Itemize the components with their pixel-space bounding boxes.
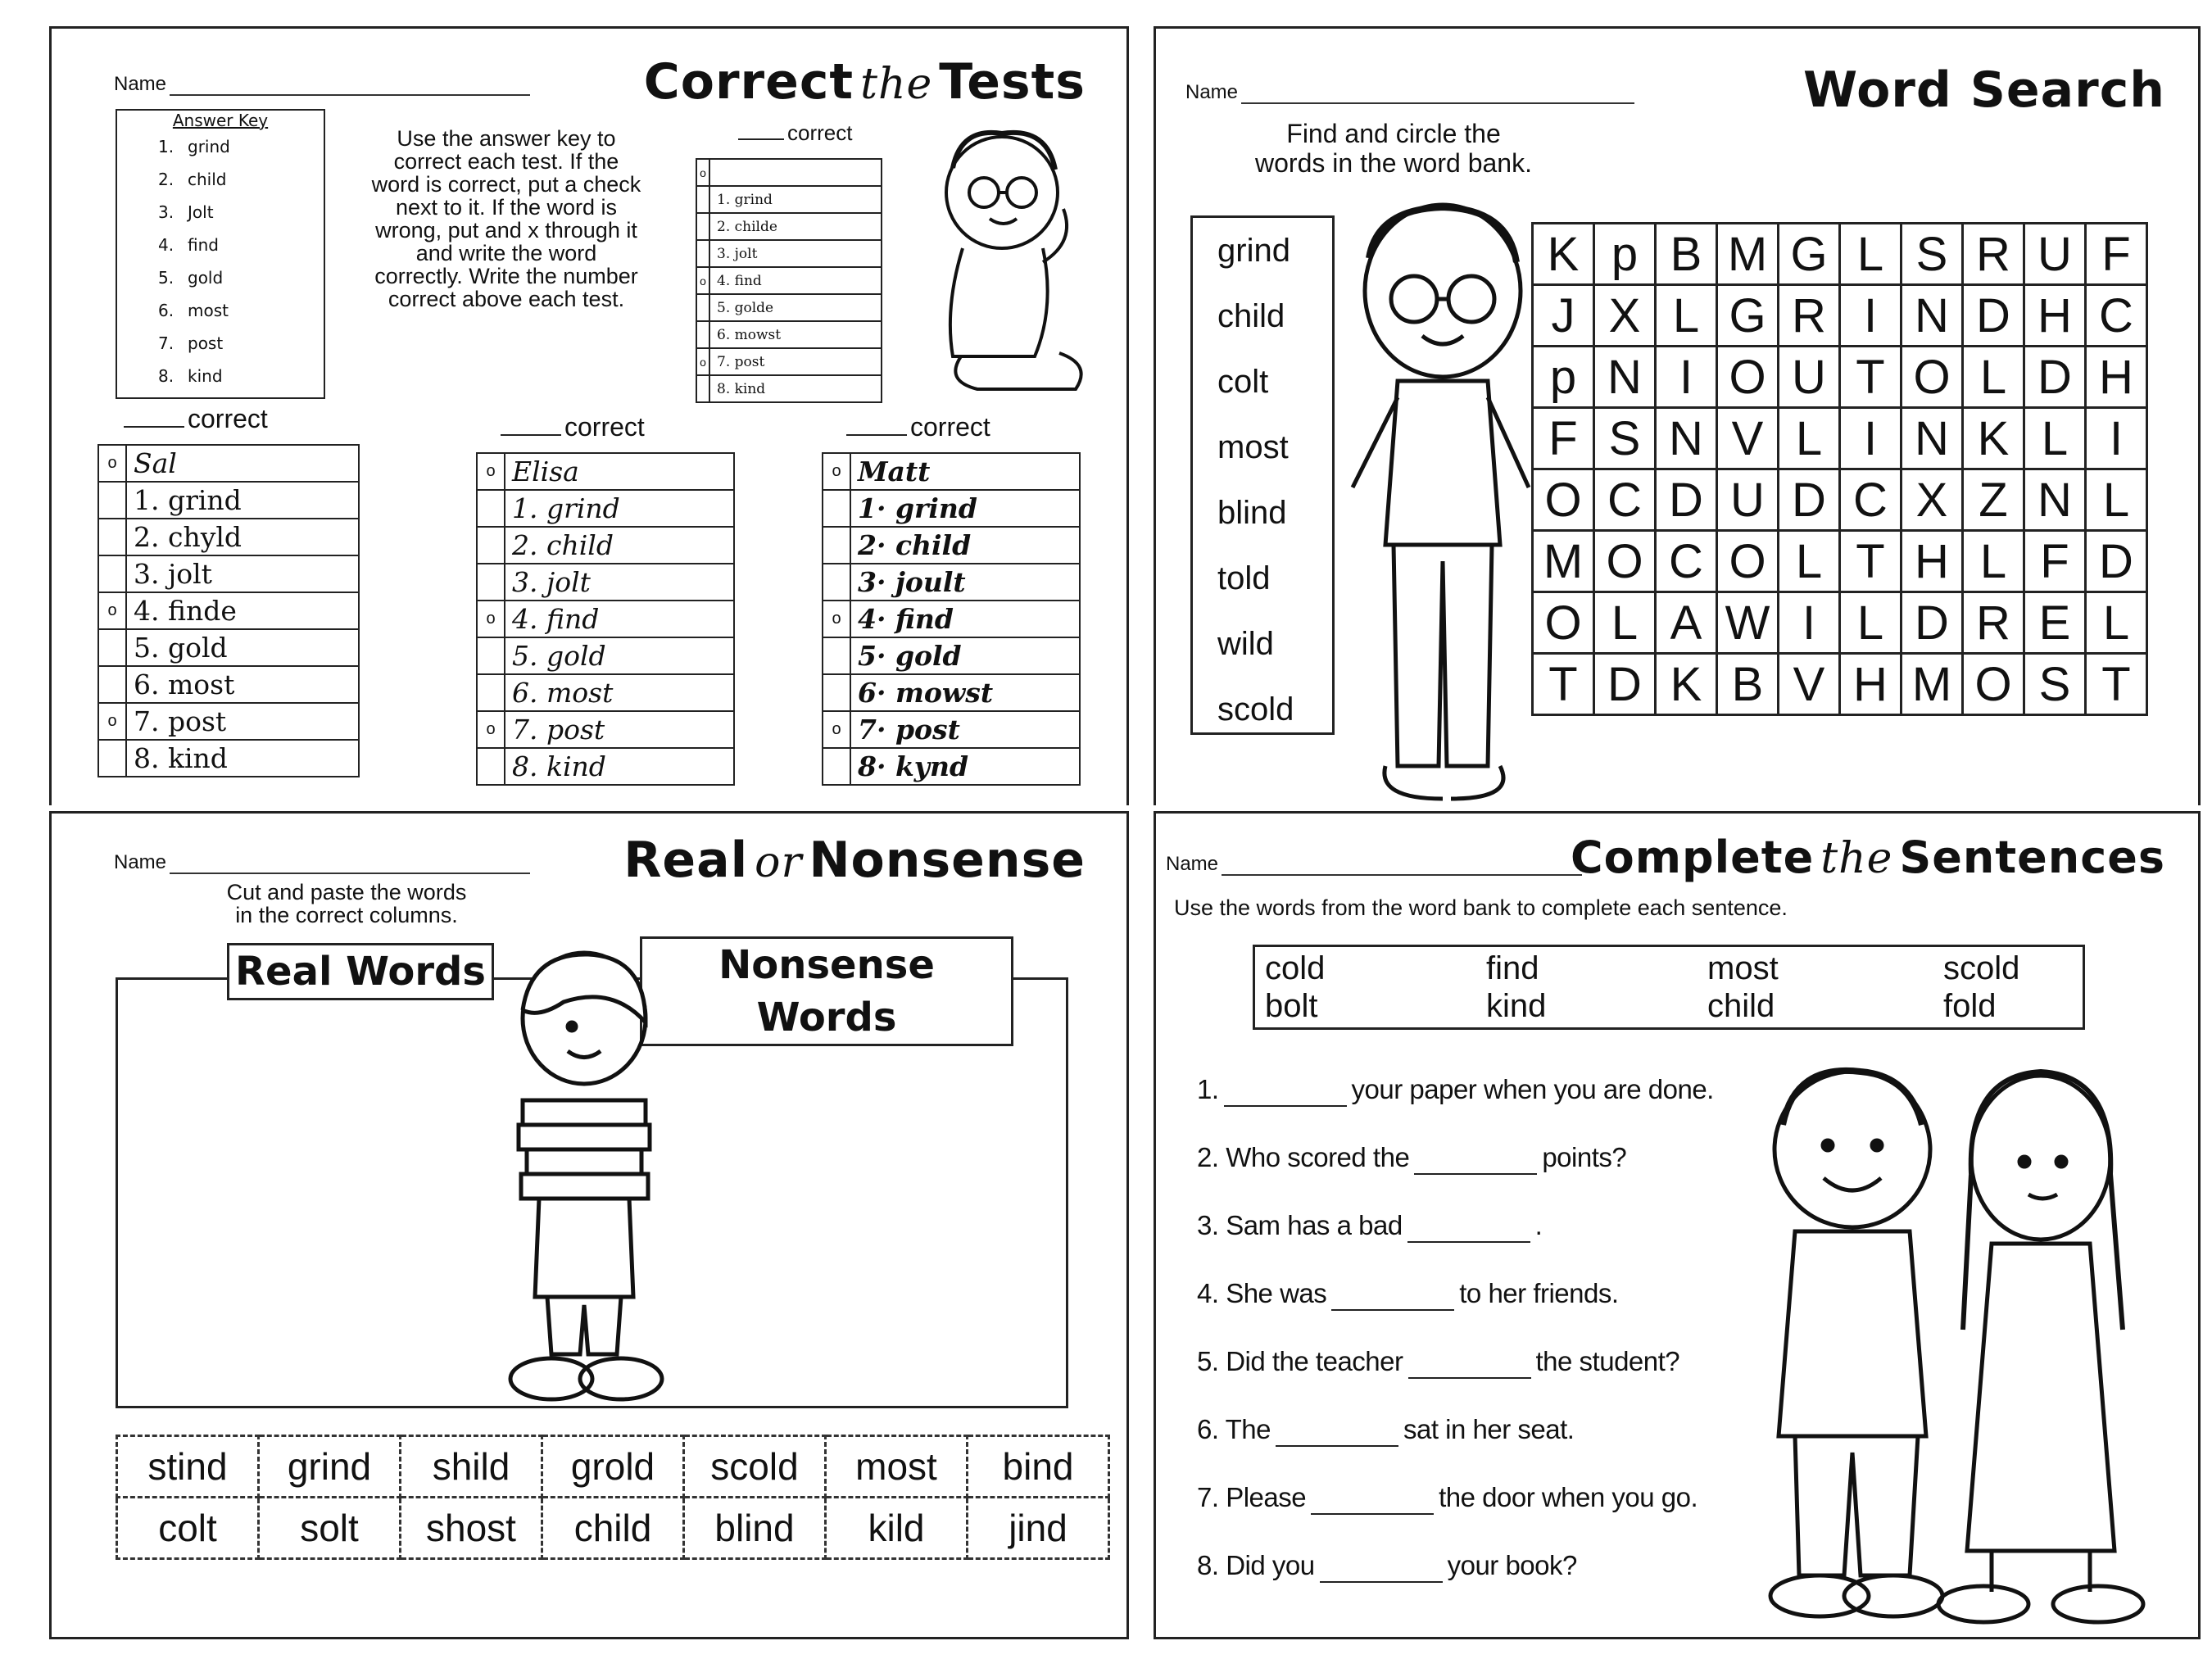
sentence-text: 1. xyxy=(1197,1074,1219,1104)
sentence-text: the door when you go. xyxy=(1439,1482,1698,1512)
word-bank-item: most xyxy=(1217,429,1289,465)
cut-row xyxy=(117,1498,1109,1559)
grid-letter[interactable]: O xyxy=(1594,531,1656,592)
name-field[interactable] xyxy=(114,851,530,874)
cut-word[interactable]: grind xyxy=(259,1436,401,1498)
grid-letter[interactable]: C xyxy=(1594,469,1656,531)
answer-blank[interactable] xyxy=(1311,1482,1434,1515)
answer-key-item: 6. most xyxy=(158,301,229,320)
word-bank-item: scold xyxy=(1943,950,2020,986)
grid-letter[interactable]: H xyxy=(1840,654,1902,715)
grid-letter[interactable]: I xyxy=(1840,285,1902,347)
panel-real-or-nonsense xyxy=(49,811,1129,1639)
name-label: Name xyxy=(114,851,167,873)
sentence xyxy=(1197,1550,1714,1618)
grid-letter[interactable]: M xyxy=(1533,531,1594,592)
sentence-text: your paper when you are done. xyxy=(1351,1074,1714,1104)
sentence xyxy=(1197,1278,1714,1346)
grid-row xyxy=(1533,408,2147,469)
sentence xyxy=(1197,1414,1714,1482)
cut-word[interactable]: blind xyxy=(684,1498,826,1559)
cut-row xyxy=(117,1436,1109,1498)
cut-word[interactable]: stind xyxy=(117,1436,259,1498)
grid-letter[interactable]: A xyxy=(1656,592,1717,654)
grid-letter[interactable]: L xyxy=(1963,531,2024,592)
grid-letter[interactable]: D xyxy=(1594,654,1656,715)
grid-letter[interactable]: L xyxy=(2086,469,2147,531)
word-bank-item: told xyxy=(1217,560,1271,596)
grid-letter[interactable]: S xyxy=(2024,654,2086,715)
grid-letter[interactable]: O xyxy=(1963,654,2024,715)
cut-word[interactable]: scold xyxy=(684,1436,826,1498)
instructions: Find and circle the words in the word bank. xyxy=(1255,119,1532,178)
answer-key xyxy=(116,109,325,399)
grid-letter[interactable]: O xyxy=(1717,347,1779,408)
grid-letter[interactable]: L xyxy=(1840,224,1902,285)
grid-letter[interactable]: H xyxy=(1902,531,1963,592)
name-field[interactable] xyxy=(1166,853,1582,876)
sentence-text: to her friends. xyxy=(1459,1278,1619,1308)
nonsense-words-header: Nonsense Words xyxy=(640,936,1013,1046)
small-test-table: o 1. grind 2. childe 3. jolt o 4. find 5. golde 6. mowst o 7. post 8. kind xyxy=(696,158,882,403)
instructions: Cut and paste the words in the correct columns. xyxy=(226,880,467,927)
grid-letter[interactable]: K xyxy=(1963,408,2024,469)
grid-letter[interactable]: B xyxy=(1717,654,1779,715)
sentence-text: 4. She was xyxy=(1197,1278,1327,1308)
word-bank-item: most xyxy=(1707,950,1779,986)
cut-word[interactable]: most xyxy=(826,1436,968,1498)
cut-word[interactable]: child xyxy=(542,1498,684,1559)
grid-letter[interactable]: D xyxy=(1902,592,1963,654)
answer-blank[interactable] xyxy=(1408,1346,1531,1379)
word-bank-item: cold xyxy=(1265,950,1326,986)
grid-letter[interactable]: H xyxy=(2024,285,2086,347)
test-sal: o Sal 1. grind 2. chyld 3. jolt o 4. finde 5. gold 6. most o 7. post 8. kind xyxy=(97,444,360,777)
grid-letter[interactable]: I xyxy=(1656,347,1717,408)
grid-letter[interactable]: L xyxy=(1656,285,1717,347)
sentence-text: your book? xyxy=(1447,1550,1577,1580)
word-bank-item: colt xyxy=(1217,364,1269,400)
grid-letter[interactable]: L xyxy=(2086,592,2147,654)
word-bank-item: child xyxy=(1217,298,1285,334)
sentence-list xyxy=(1197,1074,1714,1618)
page-title: Complete the Sentences xyxy=(1570,832,2165,883)
answer-key-title: Answer Key xyxy=(172,111,269,130)
name-label: Name xyxy=(1166,853,1219,875)
real-words-header: Real Words xyxy=(227,943,494,1000)
grid-letter[interactable]: p xyxy=(1533,347,1594,408)
grid-row xyxy=(1533,469,2147,531)
word-bank-item: scold xyxy=(1217,691,1294,728)
grid-letter[interactable]: S xyxy=(1594,408,1656,469)
grid-letter[interactable]: K xyxy=(1656,654,1717,715)
answer-blank[interactable] xyxy=(1320,1550,1443,1583)
grid-letter[interactable]: V xyxy=(1779,654,1840,715)
answer-blank[interactable] xyxy=(1224,1074,1347,1107)
grid-letter[interactable]: R xyxy=(1963,592,2024,654)
grid-letter[interactable]: C xyxy=(2086,285,2147,347)
grid-letter[interactable]: T xyxy=(2086,654,2147,715)
cut-word[interactable]: grold xyxy=(542,1436,684,1498)
grid-letter[interactable]: N xyxy=(1902,285,1963,347)
grid-letter[interactable]: L xyxy=(1779,408,1840,469)
cut-word[interactable]: bind xyxy=(968,1436,1109,1498)
sentence xyxy=(1197,1346,1714,1414)
grid-letter[interactable]: D xyxy=(1779,469,1840,531)
grid-row xyxy=(1533,592,2147,654)
sentence-text: 3. Sam has a bad xyxy=(1197,1210,1403,1240)
score-line: correct xyxy=(846,412,990,442)
grid-letter[interactable]: L xyxy=(1840,592,1902,654)
grid-letter[interactable]: T xyxy=(1840,347,1902,408)
cut-word[interactable]: colt xyxy=(117,1498,259,1559)
word-bank-item: wild xyxy=(1217,626,1274,662)
answer-key-item: 2. child xyxy=(158,170,227,189)
panel-correct-the-tests xyxy=(49,26,1129,805)
sentence xyxy=(1197,1142,1714,1210)
grid-letter[interactable]: C xyxy=(1840,469,1902,531)
panel-word-search xyxy=(1154,26,2201,805)
grid-letter[interactable]: B xyxy=(1656,224,1717,285)
word-bank-item: blind xyxy=(1217,495,1287,531)
test-matt: o Matt 1· grind 2· child 3· joult o 4· find 5· gold 6· mowst o 7· post 8· kynd xyxy=(822,452,1081,786)
answer-blank[interactable] xyxy=(1331,1278,1454,1311)
word-bank-item: kind xyxy=(1486,988,1547,1024)
grid-letter[interactable]: M xyxy=(1717,224,1779,285)
name-label: Name xyxy=(1185,81,1239,103)
grid-letter[interactable]: F xyxy=(1533,408,1594,469)
cut-word[interactable]: solt xyxy=(259,1498,401,1559)
sentence xyxy=(1197,1482,1714,1550)
sentence xyxy=(1197,1074,1714,1142)
sentence-text: 7. Please xyxy=(1197,1482,1307,1512)
word-bank xyxy=(1190,215,1335,735)
grid-letter[interactable]: I xyxy=(1779,592,1840,654)
grid-letter[interactable]: Z xyxy=(1963,469,2024,531)
word-bank-item: child xyxy=(1707,988,1775,1024)
grid-letter[interactable]: T xyxy=(1840,531,1902,592)
grid-letter[interactable]: D xyxy=(1963,285,2024,347)
sentence-text: 6. The xyxy=(1197,1414,1271,1444)
instructions: Use the words from the word bank to complete each sentence. xyxy=(1174,895,1788,920)
grid-row xyxy=(1533,347,2147,408)
boy-with-glasses-illustration xyxy=(912,119,1100,406)
grid-letter[interactable]: I xyxy=(2086,408,2147,469)
grid-letter[interactable]: M xyxy=(1902,654,1963,715)
grid-letter[interactable]: K xyxy=(1533,224,1594,285)
grid-letter[interactable]: N xyxy=(2024,469,2086,531)
grid-letter[interactable]: D xyxy=(2024,347,2086,408)
page-title: Real or Nonsense xyxy=(623,832,1086,889)
grid-letter[interactable]: F xyxy=(2024,531,2086,592)
sentence-text: 5. Did the teacher xyxy=(1197,1346,1403,1376)
grid-letter[interactable]: I xyxy=(1840,408,1902,469)
word-bank-item: fold xyxy=(1943,988,1997,1024)
boy-holding-books-illustration xyxy=(490,945,678,1412)
cut-word[interactable]: shild xyxy=(401,1436,542,1498)
test-elisa: o Elisa 1. grind 2. child 3. jolt o 4. find 5. gold 6. most o 7. post 8. kind xyxy=(476,452,735,786)
grid-letter[interactable]: H xyxy=(2086,347,2147,408)
score-line: correct xyxy=(501,412,645,442)
sentence-text: . xyxy=(1534,1210,1543,1240)
answer-key-item: 1. grind xyxy=(158,137,230,156)
grid-letter[interactable]: R xyxy=(1963,224,2024,285)
answer-key-item: 4. find xyxy=(158,235,219,255)
grid-letter[interactable]: V xyxy=(1717,408,1779,469)
grid-letter[interactable]: G xyxy=(1717,285,1779,347)
grid-letter[interactable]: O xyxy=(1533,469,1594,531)
answer-key-item: 3. Jolt xyxy=(158,202,214,222)
grid-letter[interactable]: L xyxy=(1594,592,1656,654)
cut-word[interactable]: jind xyxy=(968,1498,1109,1559)
grid-row xyxy=(1533,654,2147,715)
grid-letter[interactable]: C xyxy=(1656,531,1717,592)
name-label: Name xyxy=(114,73,167,95)
score-line: correct xyxy=(124,404,268,434)
sentence-text: 8. Did you xyxy=(1197,1550,1315,1580)
grid-letter[interactable]: E xyxy=(2024,592,2086,654)
instructions: Use the answer key to correct each test. If the word is correct, put a check next to it. If the word is wrong, put and x through it and write the word correctly. Write the number correct above each test. xyxy=(371,126,641,311)
grid-letter[interactable]: D xyxy=(2086,531,2147,592)
grid-letter[interactable]: O xyxy=(1717,531,1779,592)
grid-letter[interactable]: S xyxy=(1902,224,1963,285)
grid-letter[interactable]: D xyxy=(1656,469,1717,531)
grid-letter[interactable]: L xyxy=(1963,347,2024,408)
answer-blank[interactable] xyxy=(1414,1142,1537,1175)
sentence-text: points? xyxy=(1542,1142,1627,1172)
sentence-text: the student? xyxy=(1535,1346,1680,1376)
word-bank xyxy=(1253,945,2085,1030)
answer-key-item: 8. kind xyxy=(158,366,223,386)
page-title: Word Search xyxy=(1803,61,2165,119)
cut-word[interactable]: shost xyxy=(401,1498,542,1559)
grid-letter[interactable]: U xyxy=(1717,469,1779,531)
grid-letter[interactable]: L xyxy=(1779,531,1840,592)
answer-blank[interactable] xyxy=(1276,1414,1398,1447)
answer-key-item: 7. post xyxy=(158,333,224,353)
grid-letter[interactable]: O xyxy=(1902,347,1963,408)
boy-standing-illustration xyxy=(1320,193,1566,805)
name-field[interactable] xyxy=(1185,81,1634,104)
two-kids-illustration xyxy=(1746,1059,2155,1625)
grid-letter[interactable]: N xyxy=(1656,408,1717,469)
name-field[interactable] xyxy=(114,73,530,96)
score-line: correct xyxy=(738,120,852,146)
grid-letter[interactable]: F xyxy=(2086,224,2147,285)
grid-row xyxy=(1533,224,2147,285)
cut-word[interactable]: kild xyxy=(826,1498,968,1559)
panel-complete-the-sentences xyxy=(1154,811,2201,1639)
grid-letter[interactable]: W xyxy=(1717,592,1779,654)
grid-letter[interactable]: J xyxy=(1533,285,1594,347)
grid-letter[interactable]: U xyxy=(2024,224,2086,285)
grid-letter[interactable]: T xyxy=(1533,654,1594,715)
word-bank-item: grind xyxy=(1217,233,1290,269)
grid-letter[interactable]: N xyxy=(1902,408,1963,469)
grid-letter[interactable]: p xyxy=(1594,224,1656,285)
grid-letter[interactable]: X xyxy=(1594,285,1656,347)
word-search-grid xyxy=(1531,222,2148,716)
grid-letter[interactable]: N xyxy=(1594,347,1656,408)
grid-letter[interactable]: O xyxy=(1533,592,1594,654)
word-bank-item: bolt xyxy=(1265,988,1318,1024)
answer-blank[interactable] xyxy=(1407,1210,1530,1243)
grid-letter[interactable]: X xyxy=(1902,469,1963,531)
grid-letter[interactable]: L xyxy=(2024,408,2086,469)
sentence xyxy=(1197,1210,1714,1278)
cut-words xyxy=(116,1435,1110,1560)
grid-row xyxy=(1533,285,2147,347)
word-bank-item: find xyxy=(1486,950,1539,986)
grid-row xyxy=(1533,531,2147,592)
grid-letter[interactable]: R xyxy=(1779,285,1840,347)
grid-letter[interactable]: G xyxy=(1779,224,1840,285)
page-title: Correct the Tests xyxy=(643,53,1086,111)
sentence-text: 2. Who scored the xyxy=(1197,1142,1410,1172)
grid-letter[interactable]: U xyxy=(1779,347,1840,408)
answer-key-item: 5. gold xyxy=(158,268,224,288)
sentence-text: sat in her seat. xyxy=(1403,1414,1575,1444)
